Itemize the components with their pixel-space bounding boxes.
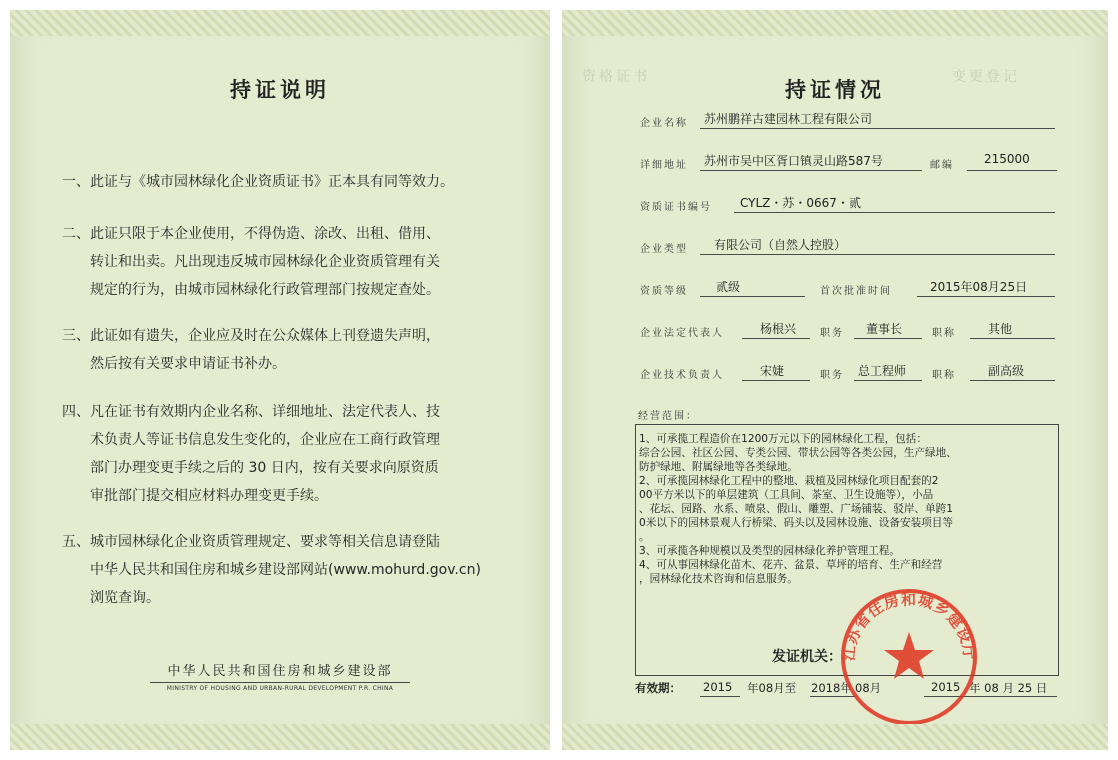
note-2 xyxy=(62,220,492,304)
right-page-certificate-status xyxy=(562,10,1108,750)
first-approval-value: 2015年08月25日 xyxy=(930,280,1028,294)
tech-lead-post-label: 职务 xyxy=(820,370,844,381)
cert-number-value: CYLZ・苏・0667・贰 xyxy=(740,196,861,210)
scope-line: ，园林绿化技术咨询和信息服务。 xyxy=(639,573,798,585)
note-line: 此证如有遗失，企业应及时在公众媒体上刊登遗失声明， xyxy=(90,328,440,344)
business-scope-label: 经营范围： xyxy=(638,411,698,422)
note-number: 一、 xyxy=(62,174,90,190)
scope-line: 防护绿地、附属绿地等各类绿地。 xyxy=(639,461,798,473)
underline xyxy=(854,380,922,381)
underline xyxy=(700,128,1055,129)
decorative-band-bottom xyxy=(10,724,550,750)
legal-rep-post-label: 职务 xyxy=(820,328,844,339)
note-number: 四、 xyxy=(62,404,90,420)
valid-to-year: 2018年 xyxy=(811,681,852,695)
underline xyxy=(700,696,740,697)
note-line: 规定的行为，由城市园林绿化行政管理部门按规定查处。 xyxy=(90,282,440,298)
underline xyxy=(917,296,1055,297)
tech-lead-label: 企业技术负责人 xyxy=(640,370,724,381)
underline xyxy=(742,338,810,339)
note-line: 浏览查询。 xyxy=(90,590,160,606)
note-line: 此证与《城市园林绿化企业资质证书》正本具有同等效力。 xyxy=(90,174,454,190)
legal-rep-label: 企业法定代表人 xyxy=(640,328,724,339)
left-page-instructions xyxy=(10,10,550,750)
seal-star xyxy=(884,632,934,679)
company-type-value: 有限公司（自然人控股） xyxy=(714,238,847,252)
scope-line: 2、可承揽园林绿化工程中的整地、栽植及园林绿化项目配套的2 xyxy=(639,475,939,487)
scope-line: 3、可承揽各种规模以及类型的园林绿化养护管理工程。 xyxy=(639,545,900,557)
grade-label: 资质等级 xyxy=(640,286,688,297)
underline xyxy=(854,338,922,339)
issue-year: 2015 xyxy=(931,680,961,694)
address-value: 苏州市吴中区胥口镇灵山路587号 xyxy=(704,154,883,168)
company-type-label: 企业类型 xyxy=(640,244,688,255)
note-line: 中华人民共和国住房和城乡建设部网站(www.mohurd.gov.cn) xyxy=(90,562,481,578)
underline xyxy=(970,338,1055,339)
address-label: 详细地址 xyxy=(640,160,688,171)
note-number: 二、 xyxy=(62,226,90,242)
note-line: 凡在证书有效期内企业名称、详细地址、法定代表人、技 xyxy=(90,404,440,420)
note-4 xyxy=(62,398,492,510)
legal-rep-value: 杨根兴 xyxy=(760,322,797,336)
postcode-label: 邮编 xyxy=(930,160,954,171)
decorative-band-top xyxy=(10,10,550,36)
tech-lead-post-value: 总工程师 xyxy=(858,364,907,378)
decorative-band-bottom xyxy=(562,724,1108,750)
ghost-text-left: 资格证书 xyxy=(582,69,650,85)
page-gutter xyxy=(550,0,562,760)
scope-line: 综合公园、社区公园、专类公园、带状公园等各类公园，生产绿地、 xyxy=(639,447,957,459)
note-line: 然后按有关要求申请证书补办。 xyxy=(90,356,286,372)
underline xyxy=(742,380,810,381)
decorative-band-top xyxy=(562,10,1108,36)
legal-rep-post-value: 董事长 xyxy=(866,322,903,336)
note-number: 五、 xyxy=(62,534,90,550)
validity-label: 有效期： xyxy=(635,681,681,695)
scope-line: 0米以下的园林景观人行桥梁、码头以及园林设施、设备安装项目等 xyxy=(639,517,953,529)
underline xyxy=(967,170,1057,171)
underline xyxy=(700,254,1055,255)
note-line: 城市园林绿化企业资质管理规定、要求等相关信息请登陆 xyxy=(90,534,440,550)
note-number: 三、 xyxy=(62,328,90,344)
first-approval-label: 首次批准时间 xyxy=(820,286,892,297)
divider xyxy=(150,682,410,683)
authority-name-en: MINISTRY OF HOUSING AND URBAN-RURAL DEVELOPMENT P.R. CHINA xyxy=(166,685,394,692)
page-title: 持证说明 xyxy=(230,78,330,102)
cert-number-label: 资质证书编号 xyxy=(640,202,712,213)
note-1 xyxy=(62,168,492,196)
tech-lead-title-value: 副高级 xyxy=(988,364,1025,378)
grade-value: 贰级 xyxy=(716,280,741,294)
scope-line: 、花坛、园路、水系、喷泉、假山、雕塑、广场铺装、驳岸、单跨1 xyxy=(639,503,953,515)
ghost-text-right: 变更登记 xyxy=(952,69,1020,85)
company-name-label: 企业名称 xyxy=(640,118,688,129)
scope-line: 00平方米以下的单层建筑（工具间、茶室、卫生设施等），小品 xyxy=(639,489,934,501)
page-title: 持证情况 xyxy=(785,78,885,102)
official-seal xyxy=(834,582,984,732)
tech-lead-value: 宋婕 xyxy=(760,364,785,378)
note-line: 转让和出卖。凡出现违反城市园林绿化企业资质管理有关 xyxy=(90,254,440,270)
note-line: 审批部门提交相应材料办理变更手续。 xyxy=(90,488,328,504)
postcode-value: 215000 xyxy=(984,152,1030,166)
valid-from-month: 年08月至 xyxy=(747,681,797,695)
legal-rep-title-value: 其他 xyxy=(988,322,1013,336)
note-3 xyxy=(62,322,492,378)
underline xyxy=(970,380,1055,381)
scope-line: 1、可承揽工程造价在1200万元以下的园林绿化工程，包括： xyxy=(639,433,927,445)
company-name-value: 苏州鹏祥古建园林工程有限公司 xyxy=(704,112,873,126)
underline xyxy=(734,212,1055,213)
valid-to-month: 08月 xyxy=(855,681,882,695)
issue-month-day: 年 08 月 25 日 xyxy=(969,681,1048,695)
note-line: 此证只限于本企业使用，不得伪造、涂改、出租、借用、 xyxy=(90,226,440,242)
underline xyxy=(700,170,922,171)
issuing-authority-label: 发证机关： xyxy=(772,649,842,665)
scope-line: 4、可从事园林绿化苗木、花卉、盆景、草坪的培育、生产和经营 xyxy=(639,559,943,571)
seal-text: 江苏省住房和城乡建设厅 xyxy=(839,590,979,662)
note-line: 部门办理变更手续之后的 30 日内，按有关要求向原资质 xyxy=(90,460,439,476)
note-5 xyxy=(62,528,492,612)
underline xyxy=(700,296,805,297)
note-line: 术负责人等证书信息发生变化的，企业应在工商行政管理 xyxy=(90,432,440,448)
valid-from-year: 2015 xyxy=(703,680,733,694)
tech-lead-title-label: 职称 xyxy=(932,370,956,381)
legal-rep-title-label: 职称 xyxy=(932,328,956,339)
scope-line: 。 xyxy=(639,531,650,543)
authority-name-cn: 中华人民共和国住房和城乡建设部 xyxy=(167,664,393,679)
